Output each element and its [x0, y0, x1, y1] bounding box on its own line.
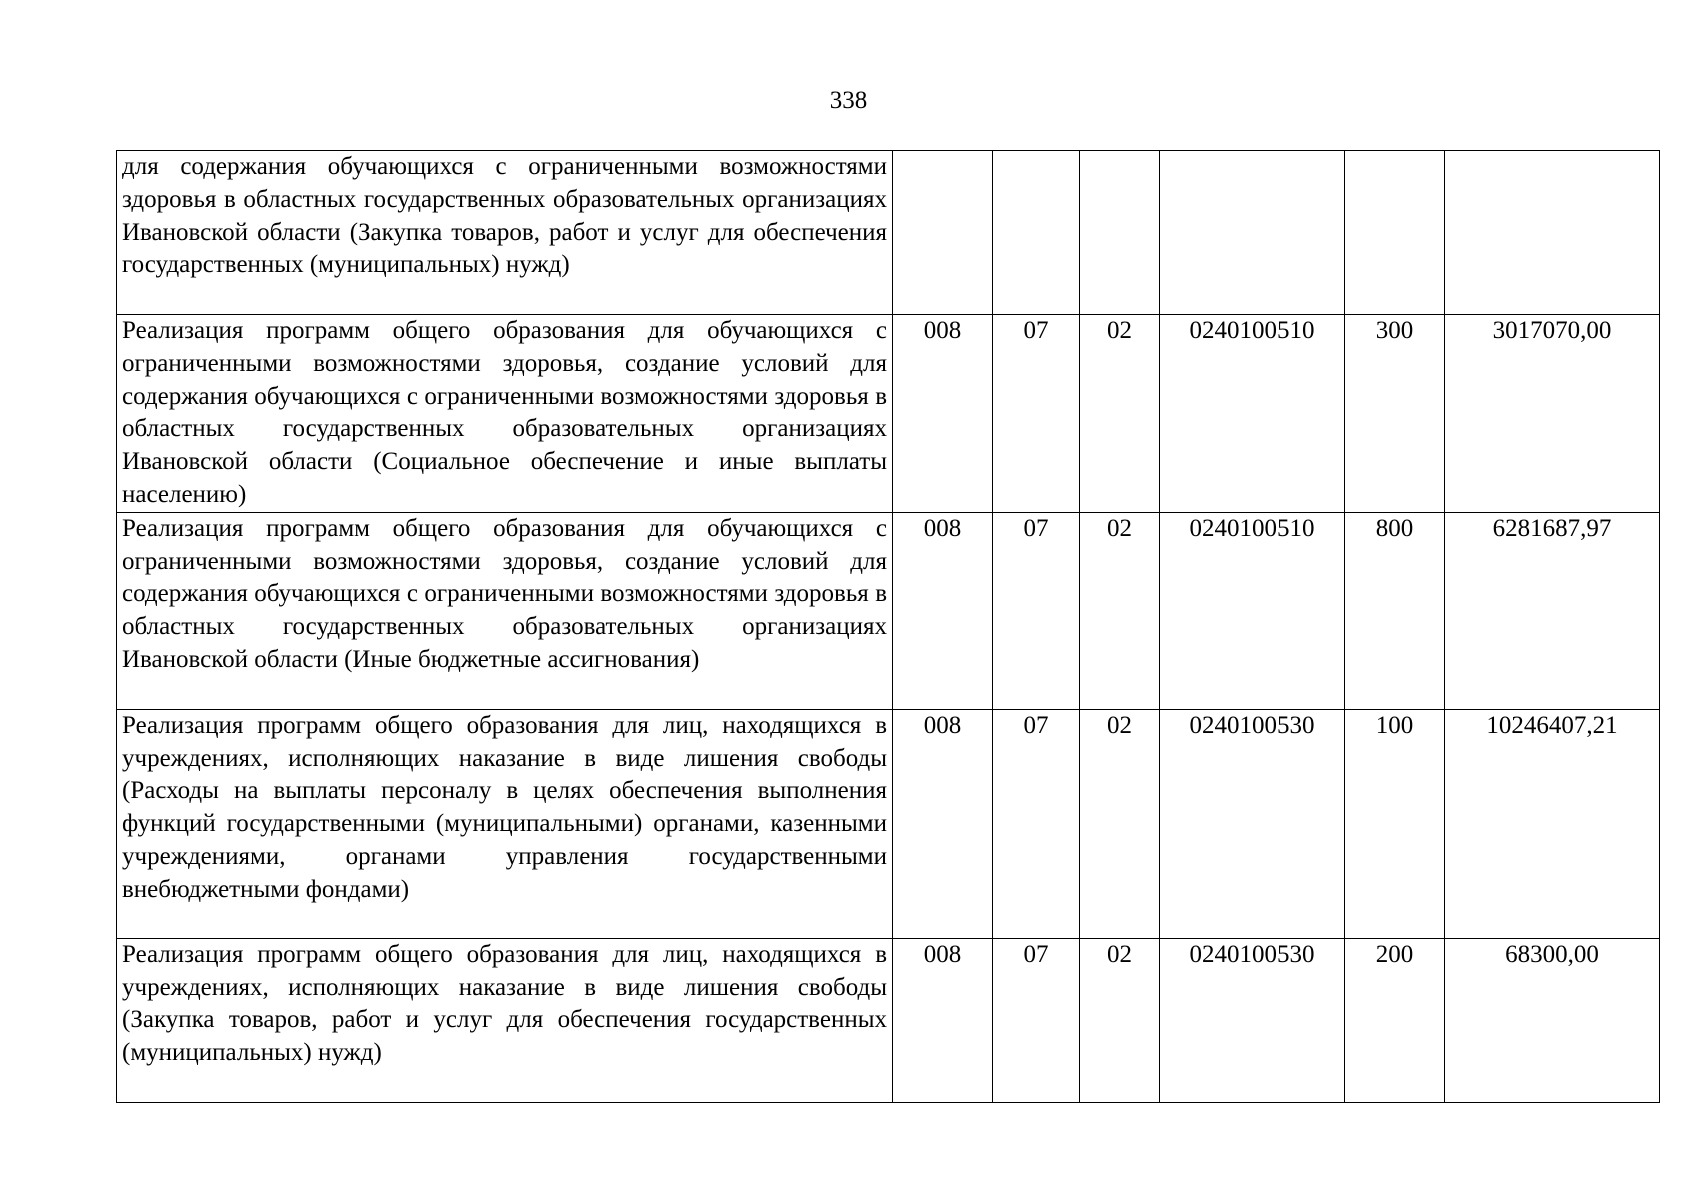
- row-section-code: [993, 151, 1080, 315]
- table-row: [117, 151, 1660, 315]
- row-expense-type-code: 300: [1345, 315, 1445, 513]
- table-row: [117, 709, 1660, 938]
- row-target-code: [1160, 151, 1345, 315]
- row-subsection-code: 02: [1080, 938, 1160, 1102]
- row-section-code: 07: [993, 938, 1080, 1102]
- row-amount: 10246407,21: [1445, 709, 1660, 938]
- row-amount: 68300,00: [1445, 938, 1660, 1102]
- row-subsection-code: [1080, 151, 1160, 315]
- row-expense-type-code: 100: [1345, 709, 1445, 938]
- row-ved-code: 008: [893, 512, 993, 709]
- row-amount: 6281687,97: [1445, 512, 1660, 709]
- row-description: для содержания обучающихся с ограниченными возможностями здоровья в областных государственных образовательных организациях Ивановской области (Закупка товаров, работ и услуг для обеспечения государственных (муниципальных) нужд): [117, 151, 893, 315]
- table-row: [117, 315, 1660, 513]
- row-section-code: 07: [993, 512, 1080, 709]
- row-target-code: 0240100530: [1160, 938, 1345, 1102]
- row-subsection-code: 02: [1080, 709, 1160, 938]
- row-expense-type-code: [1345, 151, 1445, 315]
- table-row: [117, 938, 1660, 1102]
- row-description: Реализация программ общего образования для обучающихся с ограниченными возможностями здоровья, создание условий для содержания обучающихся с ограниченными возможностями здоровья в областных государственных образовательных организациях Ивановской области (Социальное обеспечение и иные выплаты населению): [117, 315, 893, 513]
- row-subsection-code: 02: [1080, 512, 1160, 709]
- row-subsection-code: 02: [1080, 315, 1160, 513]
- row-description: Реализация программ общего образования для обучающихся с ограниченными возможностями здоровья, создание условий для содержания обучающихся с ограниченными возможностями здоровья в областных государственных образовательных организациях Ивановской области (Иные бюджетные ассигнования): [117, 512, 893, 709]
- row-amount: [1445, 151, 1660, 315]
- row-description: Реализация программ общего образования для лиц, находящихся в учреждениях, исполняющих наказание в виде лишения свободы (Расходы на выплаты персоналу в целях обеспечения выполнения функций государственными (муниципальными) органами, казенными учреждениями, органами управления государственными внебюджетными фондами): [117, 709, 893, 938]
- row-ved-code: 008: [893, 315, 993, 513]
- row-section-code: 07: [993, 315, 1080, 513]
- row-ved-code: [893, 151, 993, 315]
- row-description: Реализация программ общего образования для лиц, находящихся в учреждениях, исполняющих наказание в виде лишения свободы (Закупка товаров, работ и услуг для обеспечения государственных (муниципальных) нужд): [117, 938, 893, 1102]
- row-expense-type-code: 200: [1345, 938, 1445, 1102]
- row-target-code: 0240100530: [1160, 709, 1345, 938]
- page-number: 338: [829, 87, 868, 114]
- budget-table: [116, 150, 1660, 1103]
- table-row: [117, 512, 1660, 709]
- row-expense-type-code: 800: [1345, 512, 1445, 709]
- row-target-code: 0240100510: [1160, 512, 1345, 709]
- row-ved-code: 008: [893, 938, 993, 1102]
- row-target-code: 0240100510: [1160, 315, 1345, 513]
- row-section-code: 07: [993, 709, 1080, 938]
- row-ved-code: 008: [893, 709, 993, 938]
- row-amount: 3017070,00: [1445, 315, 1660, 513]
